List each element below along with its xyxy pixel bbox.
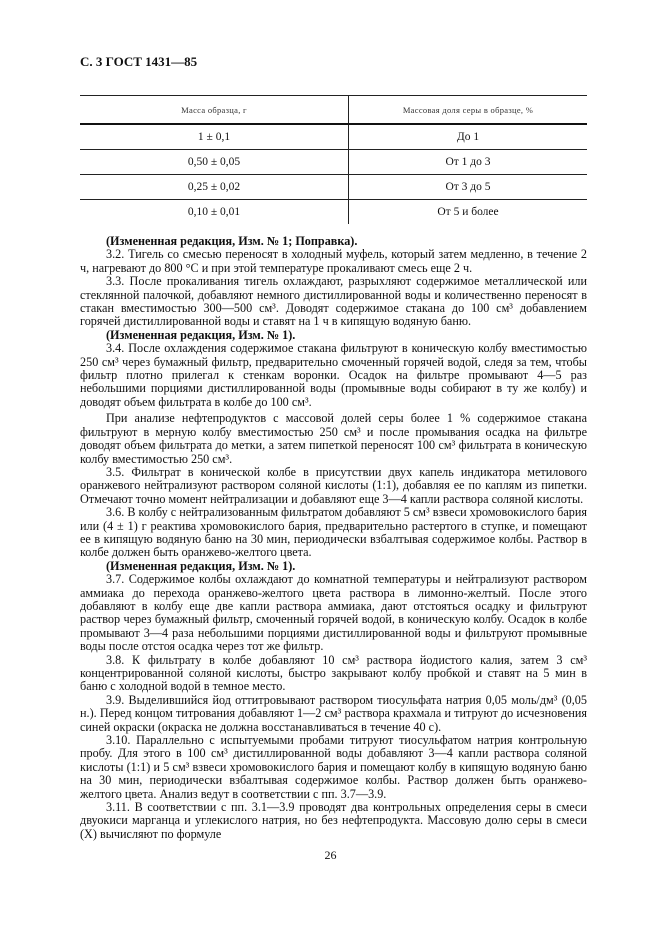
paragraph-3-6: 3.6. В колбу с нейтрализованным фильтратом добавляют 5 см³ взвеси хромовокислого бария или (4 ± 1) г реактива хромовокислого бария, предварительно растертого в ступке, и помещают ее в кипящую водяную баню на 30 мин, периодически взбалтывая содержимое колбы. Раствор в колбе должен быть оранжево-желтого цвета.	[80, 505, 587, 560]
column-header-sulfur: Массовая доля серы в образце, %	[349, 96, 588, 125]
cell-mass: 0,25 ± 0,02	[80, 175, 349, 200]
cell-mass: 1 ± 0,1	[80, 124, 349, 150]
paragraph-3-3: 3.3. После прокаливания тигель охлаждают, разрыхляют содержимое металлической или стеклянной палочкой, добавляют немного дистиллированной воды и количественно переносят в стакан вместимостью 300—500 см³. Доводят содержимое стакана до 100 см³ добавлением горячей дистиллированной воды и ставят на 1 ч в кипящую водяную баню.	[80, 274, 587, 329]
column-header-mass: Масса образца, г	[80, 96, 349, 125]
cell-sulfur: До 1	[349, 124, 588, 150]
table-row	[80, 124, 587, 150]
amendment-note: (Измененная редакция, Изм. № 1).	[106, 558, 296, 573]
paragraph-3-4-note: При анализе нефтепродуктов с массовой долей серы более 1 % содержимое стакана фильтруют в мерную колбу вместимостью 250 см³ и после промывания осадка на фильтре доводят объем фильтрата до метки, а затем пипеткой переносят 100 см³ фильтрата в коническую колбу вместимостью 250 см³.	[80, 411, 587, 466]
paragraph-3-10: 3.10. Параллельно с испытуемыми пробами титруют тиосульфатом натрия контрольную пробу. Для этого в 100 см³ дистиллированной воды добавляют 3—4 капли раствора соляной кислоты (1:1) и 5 см³ взвеси хромовокислого бария и помещают колбу в кипящую водяную баню на 30 мин, периодически взбалтывая содержимое колбы. Раствор должен быть оранжево-желтого цвета. Анализ ведут в соответствии с пп. 3.7—3.9.	[80, 733, 587, 801]
paragraph-3-8: 3.8. К фильтрату в колбе добавляют 10 см³ раствора йодистого калия, затем 3 см³ концентрированной соляной кислоты, быстро закрывают колбу пробкой и ставят на 5 мин в баню с холодной водой в темное место.	[80, 652, 587, 694]
table-row	[80, 150, 587, 175]
paragraph-3-4: 3.4. После охлаждения содержимое стакана фильтруют в коническую колбу вместимостью 250 см³ через бумажный фильтр, предварительно смоченный горячей водой, следя за тем, чтобы фильтр плотно прилегал к стенкам воронки. Осадок на фильтре промывают 4—5 раз небольшими порциями дистиллированной воды (промывные воды собирают в ту же колбу) и доводят объем фильтрата в колбе до 100 см³.	[80, 341, 587, 409]
cell-sulfur: От 3 до 5	[349, 175, 588, 200]
table-header-row	[80, 96, 587, 125]
document-body	[80, 235, 587, 841]
paragraph-3-7: 3.7. Содержимое колбы охлаждают до комнатной температуры и нейтрализуют раствором аммиака до перехода оранжево-желтого цвета раствора в лимонно-желтый. После этого добавляют в колбу еще две капли раствора аммиака, дают отстояться осадку и фильтруют раствор через бумажный фильтр, смоченный горячей водой, в коническую колбу. Осадок в колбе промывают 3—4 раза небольшими порциями дистиллированной воды и фильтруют промывные воды после отстоя осадка через тот же фильтр.	[80, 572, 587, 654]
amendment-note: (Измененная редакция, Изм. № 1).	[106, 327, 296, 342]
table-row	[80, 175, 587, 200]
cell-mass: 0,50 ± 0,05	[80, 150, 349, 175]
page-header: С. 3 ГОСТ 1431—85	[80, 54, 198, 69]
cell-sulfur: От 5 и более	[437, 206, 499, 218]
table-row	[80, 200, 587, 225]
paragraph-3-2: 3.2. Тигель со смесью переносят в холодный муфель, который затем медленно, в течение 2 ч, нагревают до 800 °С и при этой температуре прокаливают смесь еще 2 ч.	[80, 247, 587, 275]
sample-mass-table	[80, 95, 587, 224]
page-number: 26	[324, 848, 337, 862]
paragraph-3-9: 3.9. Выделившийся йод оттитровывают раствором тиосульфата натрия 0,05 моль/дм³ (0,05 н.). Перед концом титрования добавляют 1—2 см³ раствора крахмала и титруют до исчезновения синей окраски (окраска не должна восстанавливаться в течение 40 с).	[80, 692, 587, 734]
cell-sulfur: От 1 до 3	[349, 150, 588, 175]
amendment-note: (Измененная редакция, Изм. № 1; Поправка).	[106, 234, 358, 248]
paragraph-3-11: 3.11. В соответствии с пп. 3.1—3.9 проводят два контрольных определения серы в смеси двуокиси марганца и углекислого натрия, но без нефтепродукта. Массовую долю серы в смеси (X) вычисляют по формуле	[80, 800, 587, 841]
cell-mass: 0,10 ± 0,01	[80, 200, 349, 225]
paragraph-3-5: 3.5. Фильтрат в конической колбе в присутствии двух капель индикатора метилового оранжевого нейтрализуют раствором соляной кислоты (1:1), добавляя ее по каплям из пипетки. Отмечают точно момент нейтрализации и добавляют еще 3—4 капли раствора соляной кислоты.	[80, 464, 587, 506]
